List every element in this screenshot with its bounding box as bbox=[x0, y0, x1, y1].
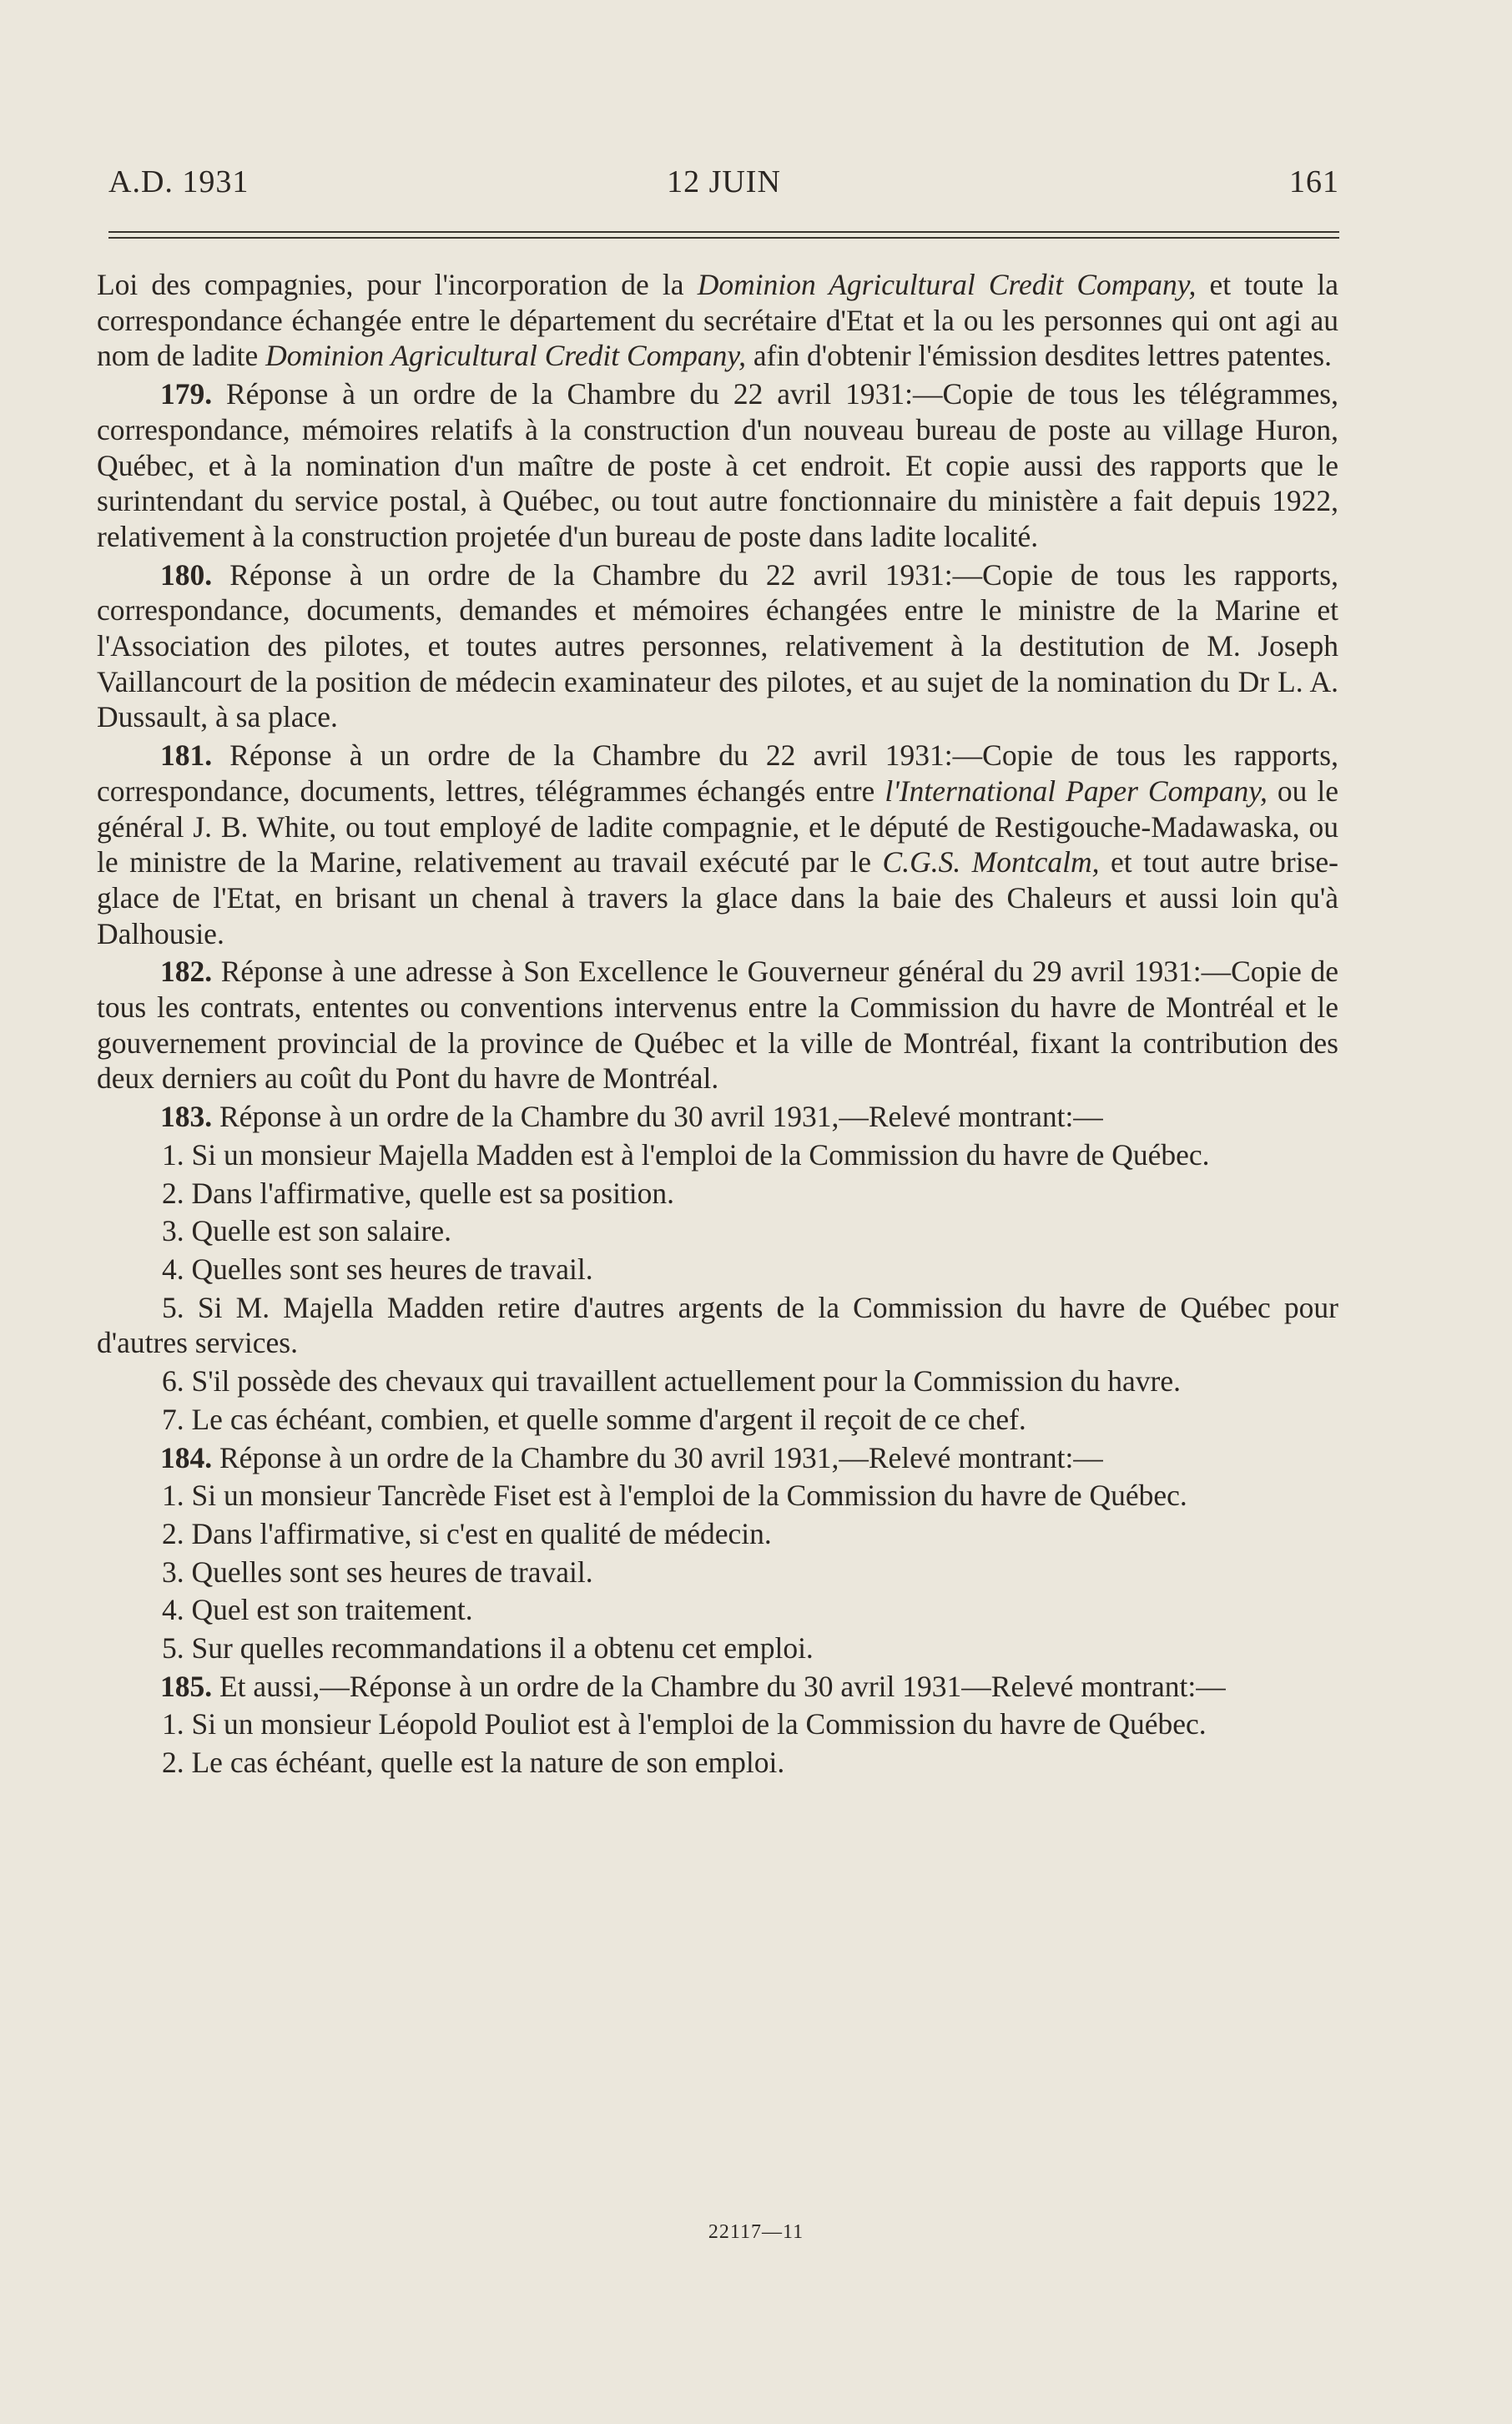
item-number: 180. bbox=[160, 557, 213, 592]
intro-text-1: Loi des compagnies, pour l'incorporation de la bbox=[97, 268, 698, 301]
item-text: Et aussi,—Réponse à un ordre de la Chambre du 30 avril 1931—Relevé montrant:— bbox=[212, 1669, 1226, 1703]
item-185-sub-2: 2. Le cas échéant, quelle est la nature de son emploi. bbox=[162, 1746, 785, 1780]
item-text-2: ou le général J. B. White, ou tout employé de ladite compagnie, et le député de Restigouche-Madawaska, ou le ministre de la Marine, relativement au travail exécuté par le bbox=[97, 774, 1338, 879]
item-183-sub-7: 7. Le cas échéant, combien, et quelle somme d'argent il reçoit de ce chef. bbox=[162, 1402, 1026, 1436]
page-number: 161 bbox=[1289, 164, 1339, 199]
intro-company-name-2: Dominion Agricultural Credit Company, bbox=[265, 339, 747, 373]
item-text: Réponse à un ordre de la Chambre du 30 avril 1931,—Relevé montrant:— bbox=[212, 1100, 1103, 1134]
item-text: Réponse à un ordre de la Chambre du 30 avril 1931,—Relevé montrant:— bbox=[212, 1440, 1103, 1474]
item-180 bbox=[97, 557, 1338, 736]
intro-text-3: afin d'obtenir l'émission desdites lettres patentes. bbox=[746, 339, 1332, 373]
item-179 bbox=[97, 376, 1338, 555]
item-182 bbox=[97, 954, 1338, 1096]
item-text-1: Réponse à un ordre de la Chambre du 22 avril 1931:—Copie de tous les rapports, correspondance, documents, lettres, télégrammes échangés entre bbox=[97, 738, 1338, 808]
item-text: Réponse à un ordre de la Chambre du 22 avril 1931:—Copie de tous les rapports, correspondance, documents, demandes et mémoires échangées entre le ministre de la Marine et l'Association des pilotes, et toutes autres personnes, relativement à la destitution de M. Joseph Vaillancourt de la position de médecin examinateur des pilotes, et au sujet de la nomination du Dr L. A. Dussault, à sa place. bbox=[97, 557, 1338, 734]
item-184-sub-2: 2. Dans l'affirmative, si c'est en qualité de médecin. bbox=[162, 1516, 772, 1550]
header-date: 12 JUIN bbox=[667, 164, 781, 199]
item-number: 185. bbox=[160, 1669, 213, 1703]
intro-paragraph bbox=[97, 267, 1338, 374]
item-181 bbox=[97, 738, 1338, 951]
item-183-sub-6: 6. S'il possède des chevaux qui travaillent actuellement pour la Commission du havre. bbox=[162, 1364, 1182, 1398]
intro-text-2: et toute la correspondance échangée entre le département du secrétaire d'Etat et la ou les personnes qui ont agi au nom de ladite bbox=[97, 268, 1338, 373]
header-year: A.D. 1931 bbox=[108, 164, 249, 199]
item-number: 183. bbox=[160, 1100, 213, 1134]
item-number: 181. bbox=[160, 738, 213, 773]
item-number: 179. bbox=[160, 377, 213, 411]
item-183-sub-5: 5. Si M. Majella Madden retire d'autres argents de la Commission du havre de Québec pour d'autres services. bbox=[97, 1290, 1338, 1360]
item-text: Réponse à une adresse à Son Excellence le Gouverneur général du 29 avril 1931:—Copie de tous les contrats, ententes ou conventions intervenus entre la Commission du havre de Montréal et le gouvernement provincial de la province de Québec et la ville de Montréal, fixant la contribution des deux derniers au coût du Pont du havre de Montréal. bbox=[97, 955, 1338, 1096]
item-text: Réponse à un ordre de la Chambre du 22 avril 1931:—Copie de tous les télégrammes, correspondance, mémoires relatifs à la construction d'un nouveau bureau de poste au village Huron, Québec, et à la nomination d'un maître de poste à cet endroit. Et copie aussi des rapports que le surintendant du service postal, à Québec, ou tout autre fonctionnaire du ministère a fait depuis 1922, relativement à la construction projetée d'un bureau de poste dans ladite localité. bbox=[97, 377, 1338, 553]
item-number: 182. bbox=[160, 955, 213, 989]
item-184-sub-4: 4. Quel est son traitement. bbox=[162, 1593, 473, 1627]
item-183-sub-4: 4. Quelles sont ses heures de travail. bbox=[162, 1252, 593, 1286]
item-text-3: et tout autre brise-glace de l'Etat, en brisant un chenal à travers la glace dans la baie des Chaleurs et aussi loin qu'à Dalhousie. bbox=[97, 845, 1338, 950]
item-number: 184. bbox=[160, 1440, 213, 1474]
header-rule bbox=[108, 231, 1339, 239]
item-184-sub-1: 1. Si un monsieur Tancrède Fiset est à l'emploi de la Commission du havre de Québec. bbox=[162, 1479, 1187, 1513]
item-183 bbox=[97, 1099, 1338, 1135]
item-183-sub-1: 1. Si un monsieur Majella Madden est à l'emploi de la Commission du havre de Québec. bbox=[162, 1137, 1210, 1172]
document-body bbox=[97, 267, 1338, 1783]
item-183-sub-3: 3. Quelle est son salaire. bbox=[162, 1214, 452, 1248]
item-184-sub-3: 3. Quelles sont ses heures de travail. bbox=[162, 1555, 593, 1589]
item-company-name: l'International Paper Company, bbox=[885, 774, 1268, 808]
item-185-sub-1: 1. Si un monsieur Léopold Pouliot est à l'emploi de la Commission du havre de Québec. bbox=[162, 1707, 1207, 1741]
item-183-sub-2: 2. Dans l'affirmative, quelle est sa position. bbox=[162, 1176, 675, 1210]
item-185 bbox=[97, 1669, 1338, 1705]
item-184-sub-5: 5. Sur quelles recommandations il a obtenu cet emploi. bbox=[162, 1631, 814, 1666]
intro-company-name-1: Dominion Agricultural Credit Company, bbox=[697, 268, 1197, 301]
item-184 bbox=[97, 1440, 1338, 1476]
printer-signature: 22117—11 bbox=[708, 2221, 804, 2243]
item-ship-name: C.G.S. Montcalm, bbox=[882, 845, 1100, 879]
running-header bbox=[108, 164, 1339, 205]
